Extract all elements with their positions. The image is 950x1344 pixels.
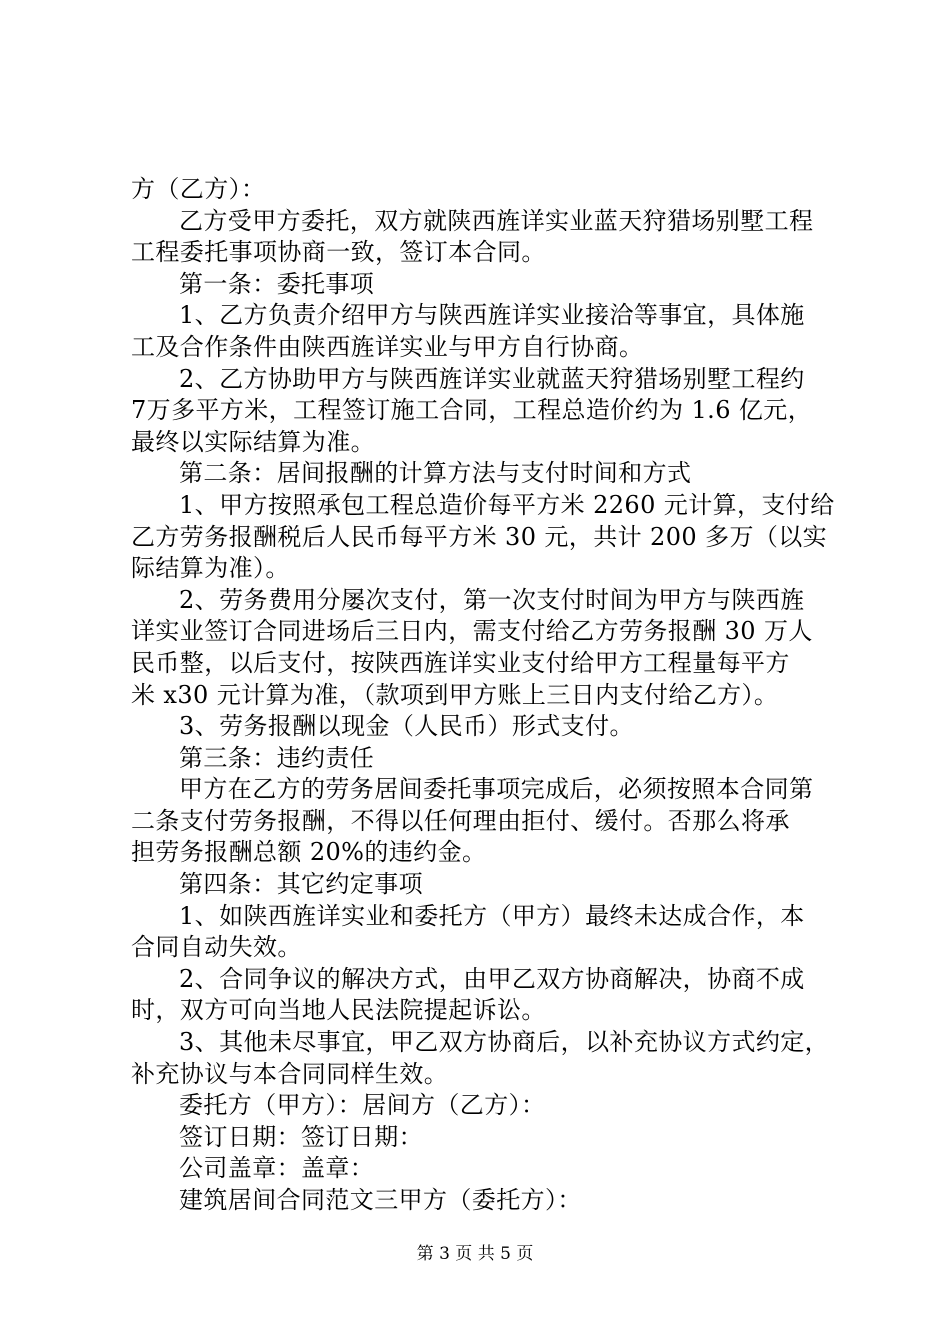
text-line: 乙方劳务报酬税后人民币每平方米 30 元，共计 200 多万（以实 <box>131 522 828 551</box>
text-line: 民币整，以后支付，按陕西旌详实业支付给甲方工程量每平方 <box>131 648 790 677</box>
text-line: 2、劳务费用分屡次支付，第一次支付时间为甲方与陕西旌 <box>179 585 805 614</box>
text-line: 米 x30 元计算为准，（款项到甲方账上三日内支付给乙方）。 <box>131 680 779 709</box>
text-line: 签订日期：签订日期： <box>179 1122 423 1151</box>
text-line: 7万多平方米，工程签订施工合同，工程总造价约为 1.6 亿元， <box>131 396 813 425</box>
text-line: 建筑居间合同范文三甲方（委托方）： <box>179 1186 582 1214</box>
text-line: 1、甲方按照承包工程总造价每平方米 2260 元计算，支付给 <box>179 490 835 519</box>
document-body <box>131 174 836 1217</box>
text-line: 担劳务报酬总额 20%的违约金。 <box>131 838 487 867</box>
text-line: 方（乙方）： <box>131 175 266 203</box>
text-line: 第三条：违约责任 <box>179 743 375 772</box>
text-line: 1、乙方负责介绍甲方与陕西旌详实业接洽等事宜，具体施 <box>179 301 805 330</box>
text-line: 工程委托事项协商一致，签订本合同。 <box>131 238 546 267</box>
text-line: 时，双方可向当地人民法院提起诉讼。 <box>131 996 546 1025</box>
text-line: 第一条：委托事项 <box>179 269 375 298</box>
text-line: 乙方受甲方委托，双方就陕西旌详实业蓝天狩猎场别墅工程 <box>179 206 814 235</box>
text-line: 甲方在乙方的劳务居间委托事项完成后，必须按照本合同第 <box>179 775 814 804</box>
text-line: 2、合同争议的解决方式，由甲乙双方协商解决，协商不成 <box>179 964 805 993</box>
text-line: 补充协议与本合同同样生效。 <box>131 1059 449 1088</box>
text-line: 委托方（甲方）：居间方（乙方）： <box>179 1091 546 1120</box>
text-line: 2、乙方协助甲方与陕西旌详实业就蓝天狩猎场别墅工程约 <box>179 364 805 393</box>
page-footer: 第 3 页 共 5 页 <box>416 1244 534 1264</box>
text-line: 详实业签订合同进场后三日内，需支付给乙方劳务报酬 30 万人 <box>131 617 813 646</box>
text-line: 最终以实际结算为准。 <box>131 427 375 456</box>
text-line: 第二条：居间报酬的计算方法与支付时间和方式 <box>179 459 692 488</box>
text-line: 际结算为准）。 <box>131 554 290 583</box>
text-line: 工及合作条件由陕西旌详实业与甲方自行协商。 <box>131 332 644 361</box>
text-line: 二条支付劳务报酬，不得以任何理由拒付、缓付。否那么将承 <box>131 806 790 835</box>
text-line: 3、其他未尽事宜，甲乙双方协商后，以补充协议方式约定， <box>179 1028 830 1057</box>
text-line: 公司盖章：盖章： <box>179 1154 375 1183</box>
text-line: 1、如陕西旌详实业和委托方（甲方）最终未达成合作，本 <box>179 901 805 930</box>
text-line: 3、劳务报酬以现金（人民币）形式支付。 <box>179 712 634 741</box>
text-line: 合同自动失效。 <box>131 933 302 962</box>
text-line: 第四条：其它约定事项 <box>179 870 423 899</box>
